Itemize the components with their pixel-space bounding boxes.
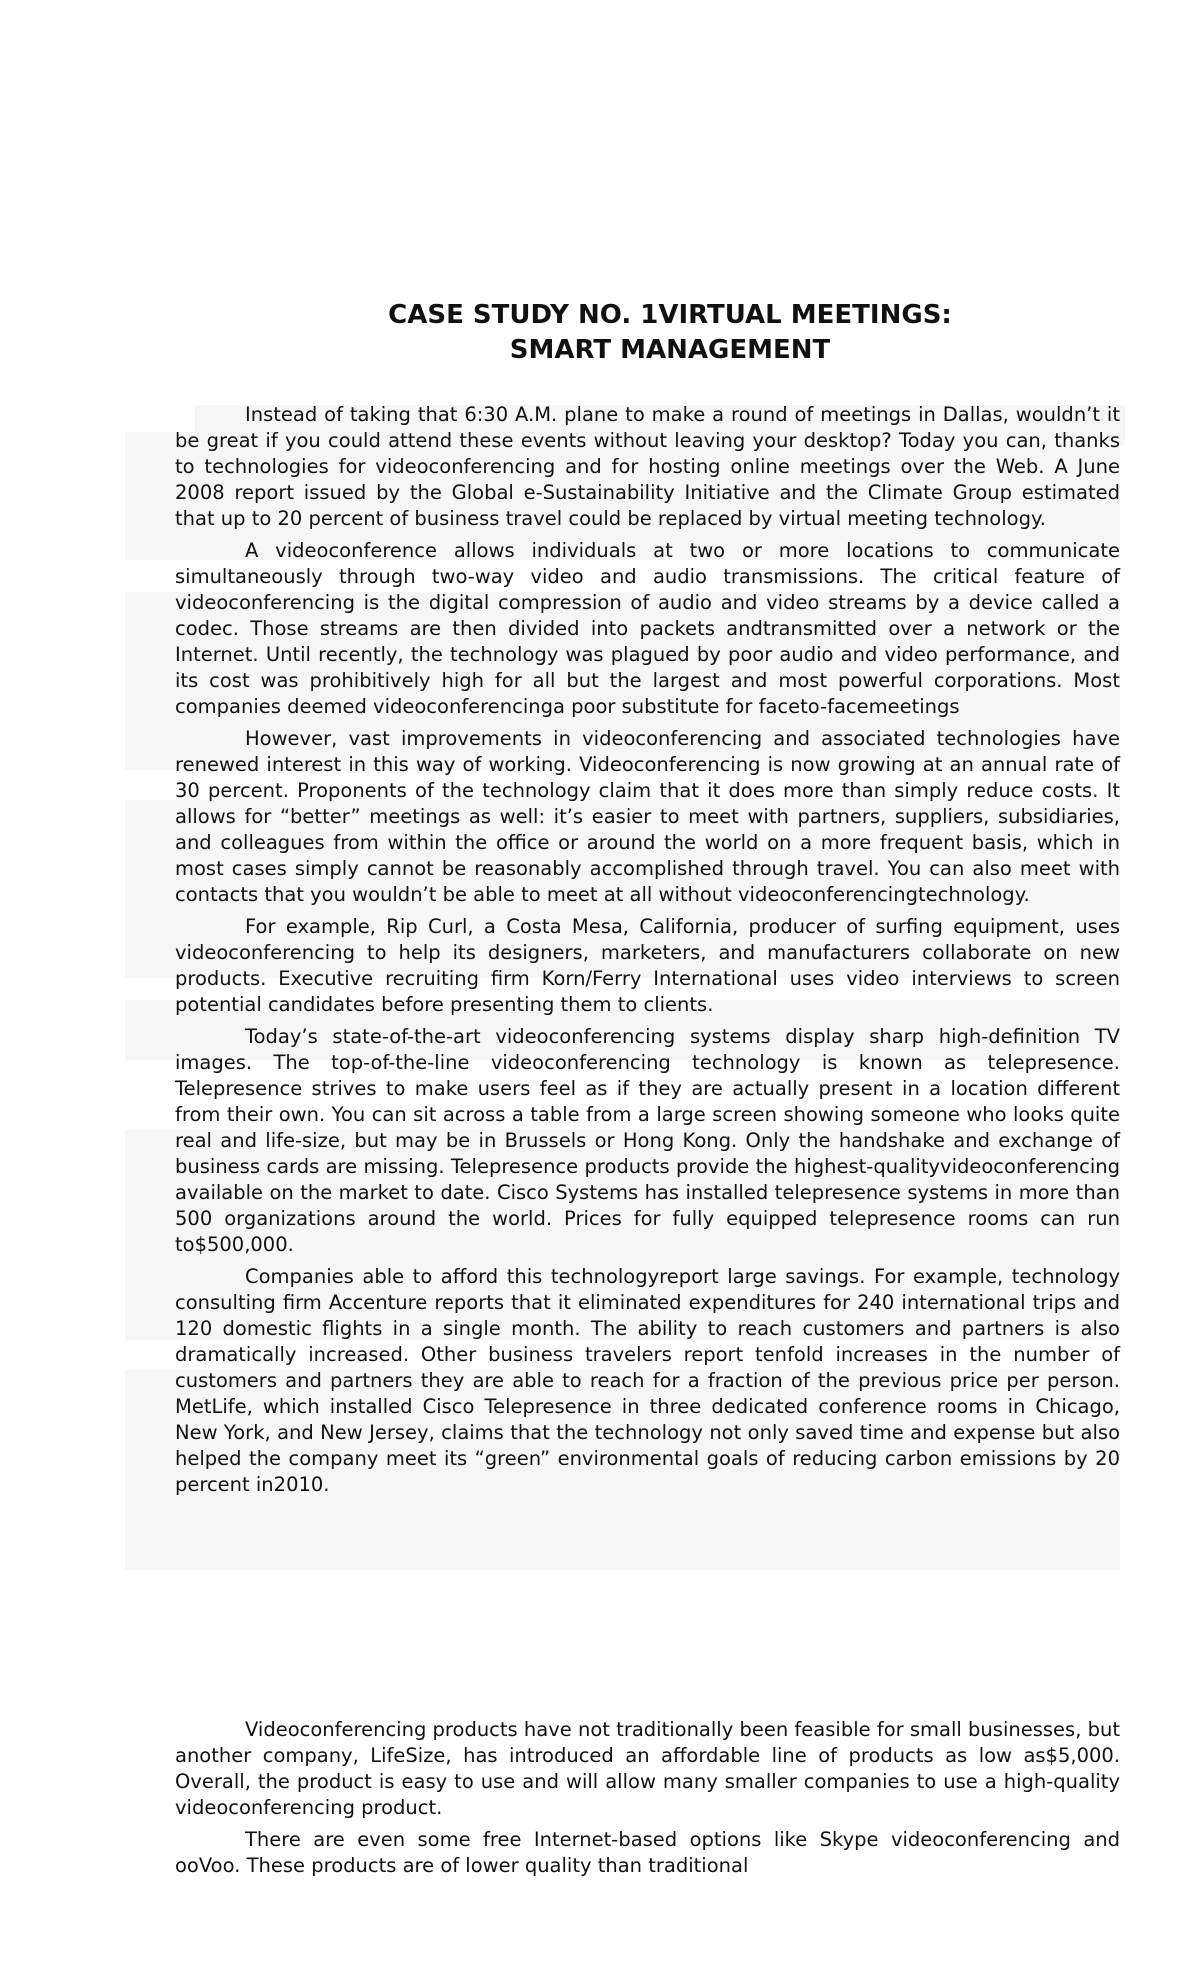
paragraph: Today’s state-of-the-art videoconferencing systems display sharp high-definition TV images. The top-of-the-line videoconferencing technology is known as telepresence. Telepresence strives to make users feel as if they are actually present in a location different from their own. You can sit across a table from a large screen showing someone who looks quite real and life-size, but may be in Brussels or Hong Kong. Only the handshake and exchange of business cards are missing. Telepresence products provide the highest-qualityvideoconferencing available on the market to date. Cisco Systems has installed telepresence systems in more than 500 organizations around the world. Prices for fully equipped telepresence rooms can run to$500,000. — [175, 1025, 1120, 1256]
body-text-main — [175, 402, 1120, 1504]
paragraph: For example, Rip Curl, a Costa Mesa, California, producer of surfing equipment, uses videoconferencing to help its designers, marketers, and manufacturers collaborate on new products. Executive recruiting firm Korn/Ferry International uses video interviews to screen potential candidates before presenting them to clients. — [175, 915, 1120, 1016]
body-text-continued — [175, 1717, 1120, 1885]
paragraph: Videoconferencing products have not traditionally been feasible for small businesses, but another company, LifeSize, has introduced an affordable line of products as low as$5,000. Overall, the product is easy to use and will allow many smaller companies to use a high-quality videoconferencing product. — [175, 1718, 1120, 1819]
paragraph: Instead of taking that 6:30 A.M. plane to make a round of meetings in Dallas, wouldn’t it be great if you could attend these events without leaving your desktop? Today you can, thanks to technologies for videoconferencing and for hosting online meetings over the Web. A June 2008 report issued by the Global e-Sustainability Initiative and the Climate Group estimated that up to 20 percent of business travel could be replaced by virtual meeting technology. — [175, 403, 1120, 530]
title-line: CASE STUDY NO. 1VIRTUAL MEETINGS: — [388, 300, 952, 330]
paragraph: However, vast improvements in videoconferencing and associated technologies have renewed interest in this way of working. Videoconferencing is now growing at an annual rate of 30 percent. Proponents of the technology claim that it does more than simply reduce costs. It allows for “better” meetings as well: it’s easier to meet with partners, suppliers, subsidiaries, and colleagues from within the office or around the world on a more frequent basis, which in most cases simply cannot be reasonably accomplished through travel. You can also meet with contacts that you wouldn’t be able to meet at all without videoconferencingtechnology. — [175, 727, 1120, 906]
paragraph: A videoconference allows individuals at two or more locations to communicate simultaneously through two-way video and audio transmissions. The critical feature of videoconferencing is the digital compression of audio and video streams by a device called a codec. Those streams are then divided into packets andtransmitted over a network or the Internet. Until recently, the technology was plagued by poor audio and video performance, and its cost was prohibitively high for all but the largest and most powerful corporations. Most companies deemed videoconferencinga poor substitute for faceto-facemeetings — [175, 539, 1120, 718]
title-line: SMART MANAGEMENT — [509, 335, 831, 365]
paragraph: There are even some free Internet-based options like Skype videoconferencing and ooVoo. These products are of lower quality than traditional — [175, 1828, 1120, 1877]
page-title — [300, 298, 1040, 368]
paragraph: Companies able to afford this technologyreport large savings. For example, technology consulting firm Accenture reports that it eliminated expenditures for 240 international trips and 120 domestic flights in a single month. The ability to reach customers and partners is also dramatically increased. Other business travelers report tenfold increases in the number of customers and partners they are able to reach for a fraction of the previous price per person. MetLife, which installed Cisco Telepresence in three dedicated conference rooms in Chicago, New York, and New Jersey, claims that the technology not only saved time and expense but also helped the company meet its “green” environmental goals of reducing carbon emissions by 20 percent in2010. — [175, 1265, 1120, 1496]
